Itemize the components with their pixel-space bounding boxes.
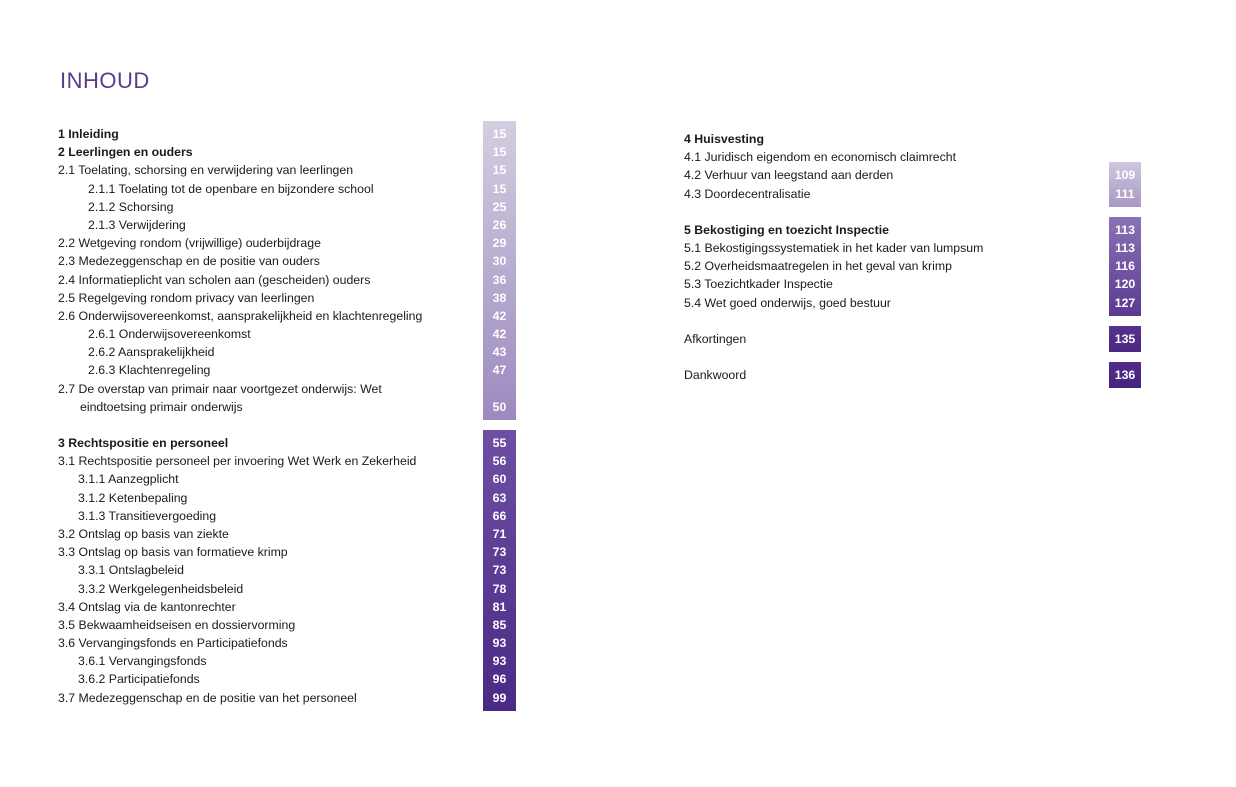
toc-page-number: 113	[1115, 222, 1135, 237]
toc-entry[interactable]	[58, 580, 518, 598]
toc-entry-title: 2.1.2 Schorsing	[88, 199, 174, 214]
toc-page-number: 36	[492, 272, 507, 287]
toc-page-number: 71	[492, 526, 507, 541]
toc-section	[684, 330, 1144, 348]
toc-page-number: 63	[492, 490, 507, 505]
toc-page-number: 29	[492, 236, 507, 251]
toc-page-number: 55	[492, 436, 507, 450]
toc-page-number: 56	[492, 454, 507, 469]
toc-page-number: 50	[492, 399, 507, 414]
toc-entry-title: 5.4 Wet goed onderwijs, goed bestuur	[684, 295, 891, 310]
toc-entry[interactable]	[684, 185, 1144, 203]
toc-page-number: 42	[492, 308, 507, 323]
toc-entry[interactable]	[684, 239, 1144, 257]
toc-section	[58, 125, 518, 416]
toc-entry-title: 3.3 Ontslag op basis van formatieve krimp	[58, 545, 288, 560]
toc-entry-title: 5.2 Overheidsmaatregelen in het geval van krimp	[684, 259, 952, 274]
toc-entry-title: 3.1.3 Transitievergoeding	[78, 508, 217, 523]
toc-entry-title: 3.5 Bekwaamheidseisen en dossiervorming	[58, 617, 296, 632]
toc-entry-title: 2.2 Wetgeving rondom (vrijwillige) ouderbijdrage	[58, 236, 321, 251]
toc-entry-title: 2.7 De overstap van primair naar voortgezet onderwijs: Wet	[58, 381, 382, 396]
toc-page-number: 120	[1114, 277, 1136, 292]
toc-left-column	[58, 125, 518, 707]
toc-entry[interactable]	[58, 252, 518, 270]
toc-entry-title: 1 Inleiding	[58, 127, 119, 141]
toc-entry[interactable]	[684, 221, 1144, 239]
toc-page-number: 73	[492, 563, 507, 578]
toc-entry[interactable]	[58, 234, 518, 252]
toc-entry[interactable]	[58, 180, 518, 198]
toc-page-number: 93	[492, 654, 507, 669]
page-title: INHOUD	[60, 68, 150, 93]
toc-entry[interactable]	[58, 361, 518, 379]
toc-page-number: 136	[1114, 367, 1136, 382]
toc-entry[interactable]	[58, 689, 518, 707]
toc-entry[interactable]	[58, 470, 518, 488]
toc-section	[684, 221, 1144, 312]
toc-entry[interactable]	[58, 380, 518, 398]
toc-entry[interactable]	[58, 525, 518, 543]
toc-entry-title: 2 Leerlingen en ouders	[58, 145, 193, 160]
toc-page-number: 135	[1114, 331, 1136, 346]
toc-section	[58, 434, 518, 707]
toc-right-column	[684, 130, 1144, 384]
toc-page-number: 78	[492, 581, 507, 596]
toc-entry[interactable]	[684, 148, 1144, 166]
section-gap	[684, 348, 1144, 366]
toc-entry-title: 2.3 Medezeggenschap en de positie van ouders	[58, 254, 320, 269]
toc-entry-title: 2.4 Informatieplicht van scholen aan (gescheiden) ouders	[58, 272, 371, 287]
toc-entry[interactable]	[58, 325, 518, 343]
toc-entry-title: 4.3 Doordecentralisatie	[684, 186, 811, 201]
toc-page-number: 85	[492, 617, 507, 632]
toc-page-number: 15	[492, 145, 507, 160]
toc-entry-title: eindtoetsing primair onderwijs	[80, 399, 243, 414]
toc-entry[interactable]	[58, 289, 518, 307]
toc-entry-title: 4.2 Verhuur van leegstand aan derden	[684, 168, 894, 183]
toc-page-number: 116	[1115, 259, 1135, 274]
toc-page-number: 30	[492, 254, 507, 269]
toc-entry[interactable]	[58, 198, 518, 216]
toc-entry-title: 2.5 Regelgeving rondom privacy van leerlingen	[58, 290, 315, 305]
toc-entry[interactable]	[58, 343, 518, 361]
toc-entry-title: 3.6.1 Vervangingsfonds	[78, 654, 207, 669]
toc-page-number: 109	[1114, 168, 1136, 183]
toc-entry-title: 3.6.2 Participatiefonds	[78, 672, 200, 687]
toc-entry-title: 4 Huisvesting	[684, 132, 764, 146]
toc-page-number: 60	[492, 472, 507, 487]
toc-entry[interactable]	[58, 307, 518, 325]
toc-page-number: 127	[1114, 295, 1136, 310]
toc-entry[interactable]	[58, 216, 518, 234]
toc-page-number: 43	[492, 345, 507, 360]
toc-entry-title: 2.6.1 Onderwijsovereenkomst	[88, 327, 251, 342]
toc-entry[interactable]	[684, 294, 1144, 312]
toc-entry[interactable]	[58, 143, 518, 161]
section-gap	[58, 416, 518, 434]
toc-entry-title: 3.7 Medezeggenschap en de positie van het personeel	[58, 690, 357, 705]
toc-entry[interactable]	[58, 670, 518, 688]
toc-entry[interactable]	[684, 275, 1144, 293]
toc-page-number: 15	[492, 127, 507, 141]
toc-entry[interactable]	[58, 598, 518, 616]
toc-entry[interactable]	[58, 489, 518, 507]
toc-entry[interactable]	[58, 616, 518, 634]
toc-entry[interactable]	[684, 130, 1144, 148]
toc-entry[interactable]	[58, 652, 518, 670]
section-gap	[684, 312, 1144, 330]
toc-entry[interactable]	[58, 125, 518, 143]
toc-page-number: 111	[1115, 186, 1135, 201]
toc-entry[interactable]	[58, 561, 518, 579]
toc-entry[interactable]	[684, 330, 1144, 348]
toc-page-number: 93	[492, 636, 507, 651]
toc-entry[interactable]	[58, 634, 518, 652]
toc-entry-title: 3 Rechtspositie en personeel	[58, 436, 229, 450]
toc-page-number: 96	[492, 672, 507, 687]
toc-entry-title: 3.4 Ontslag via de kantonrechter	[58, 599, 236, 614]
toc-entry[interactable]	[58, 452, 518, 470]
toc-entry-title: Afkortingen	[684, 331, 747, 346]
toc-entry[interactable]	[684, 366, 1144, 384]
toc-page-number: 73	[492, 545, 507, 560]
toc-entry-title: 5.3 Toezichtkader Inspectie	[684, 277, 833, 292]
toc-entry-title: 3.2 Ontslag op basis van ziekte	[58, 526, 229, 541]
toc-section	[684, 366, 1144, 384]
toc-entry[interactable]	[58, 271, 518, 289]
toc-page-number: 47	[492, 363, 507, 378]
toc-page-number: 66	[492, 508, 507, 523]
toc-page-number: 42	[492, 327, 507, 342]
toc-entry-title: 3.1.1 Aanzegplicht	[78, 472, 179, 487]
toc-entry[interactable]	[58, 434, 518, 452]
toc-entry-title: 2.6 Onderwijsovereenkomst, aansprakelijkheid en klachtenregeling	[58, 308, 423, 323]
toc-entry-title: 3.1 Rechtspositie personeel per invoering Wet Werk en Zekerheid	[58, 454, 417, 469]
toc-page-number: 15	[492, 163, 507, 178]
toc-page-number: 113	[1115, 240, 1135, 255]
toc-entry-title: 3.6 Vervangingsfonds en Participatiefonds	[58, 636, 288, 651]
toc-entry[interactable]	[58, 161, 518, 179]
toc-page-number: 26	[492, 217, 507, 232]
toc-entry-title: 5 Bekostiging en toezicht Inspectie	[684, 222, 889, 237]
toc-section	[684, 130, 1144, 203]
toc-page-number: 99	[492, 690, 507, 705]
toc-entry-title: 2.1.1 Toelating tot de openbare en bijzondere school	[88, 181, 374, 196]
toc-entry-title: 3.3.1 Ontslagbeleid	[78, 563, 184, 578]
section-gap	[684, 203, 1144, 221]
toc-entry-title: 2.6.3 Klachtenregeling	[88, 363, 211, 378]
toc-entry-title: 2.1.3 Verwijdering	[88, 217, 186, 232]
toc-entry-title: 4.1 Juridisch eigendom en economisch claimrecht	[684, 150, 957, 165]
toc-entry[interactable]	[58, 398, 518, 416]
toc-entry-title: 2.6.2 Aansprakelijkheid	[88, 345, 215, 360]
toc-entry-title: 3.1.2 Ketenbepaling	[78, 490, 188, 505]
toc-page-number: 38	[492, 290, 507, 305]
toc-entry-title: Dankwoord	[684, 367, 747, 382]
toc-page-number: 81	[492, 599, 507, 614]
toc-entry[interactable]	[58, 507, 518, 525]
toc-page-number: 15	[492, 181, 507, 196]
toc-entry[interactable]	[684, 257, 1144, 275]
toc-entry[interactable]	[58, 543, 518, 561]
toc-entry-title: 2.1 Toelating, schorsing en verwijdering van leerlingen	[58, 163, 354, 178]
toc-entry-title: 3.3.2 Werkgelegenheidsbeleid	[78, 581, 244, 596]
toc-entry[interactable]	[684, 166, 1144, 184]
toc-page-number: 25	[492, 199, 507, 214]
toc-entry-title: 5.1 Bekostigingssystematiek in het kader van lumpsum	[684, 240, 984, 255]
